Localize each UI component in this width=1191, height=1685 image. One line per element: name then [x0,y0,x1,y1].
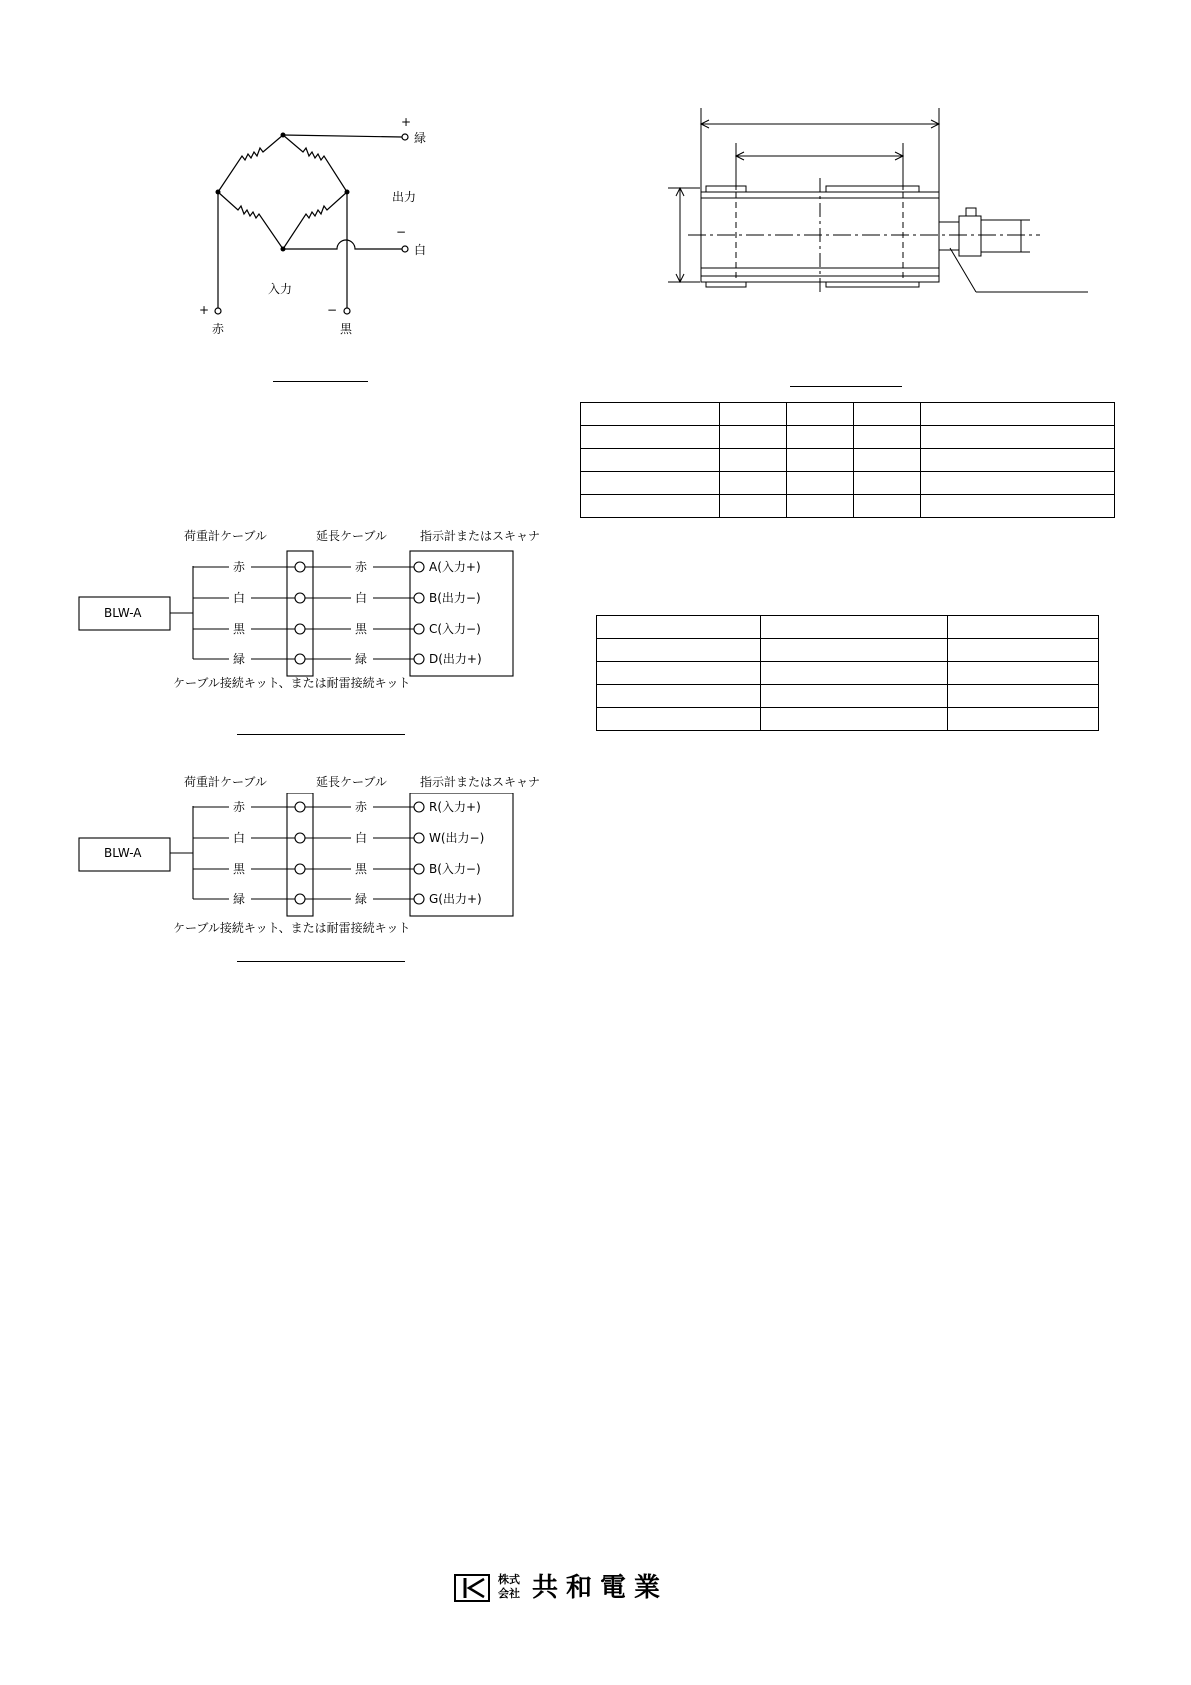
bridge-caption-underline [273,381,368,382]
bridge-plus-top: + [401,115,412,129]
indicator-terminal [414,894,424,904]
header-extension-cable: 延長ケーブル [316,775,387,789]
load-wire-label: 赤 [233,560,246,574]
company-kind-top: 株式 [498,1573,520,1586]
bridge-black-label: 黒 [340,322,353,336]
junction-terminal [295,802,305,812]
table-row [597,662,1099,685]
indicator-terminal [414,562,424,572]
kit-note: ケーブル接続キット、または耐雷接続キット [173,676,411,690]
header-indicator: 指示計またはスキャナ [420,529,541,543]
company-name: 共和電業 [532,1573,669,1603]
table-row [581,403,1115,426]
device-label: BLW-A [104,606,142,620]
junction-terminal [295,593,305,603]
ext-wire-label: 黒 [355,622,368,636]
load-wire-label: 緑 [233,892,246,906]
table-row [581,472,1115,495]
bridge-output-label: 出力 [392,190,417,204]
terminal-label: B(出力−) [429,591,481,605]
company-logo [454,1573,722,1603]
load-wire-label: 赤 [233,800,246,814]
bridge-green-label: 緑 [414,131,427,145]
table-row [581,495,1115,518]
load-wire-label: 緑 [233,652,246,666]
table-row [581,426,1115,449]
load-cell-svg [660,100,1100,300]
ext-wire-label: 赤 [355,560,368,574]
table-row [597,685,1099,708]
bridge-red-label: 赤 [212,322,225,336]
terminal-label: W(出力−) [429,831,485,845]
junction-terminal [295,562,305,572]
ext-wire-label: 緑 [355,892,368,906]
wiring-2-caption-underline [237,961,405,962]
bridge-plus-bottom: + [199,303,210,317]
junction-terminal [295,864,305,874]
terminal-label: R(入力+) [429,800,481,814]
wiring-1-caption-underline [237,734,405,735]
junction-terminal [295,654,305,664]
load-wire-label: 白 [233,831,246,845]
ext-wire-label: 白 [355,591,368,605]
junction-terminal [295,894,305,904]
ext-wire-label: 赤 [355,800,368,814]
bridge-minus-right: − [396,225,407,239]
table-row [597,616,1099,639]
table-row [597,708,1099,731]
drawing-caption-underline [790,386,902,387]
terminal-label: A(入力+) [429,560,481,574]
indicator-terminal [414,864,424,874]
header-indicator: 指示計またはスキャナ [420,775,541,789]
header-load-cable: 荷重計ケーブル [184,775,267,789]
header-load-cable: 荷重計ケーブル [184,529,267,543]
ext-wire-label: 黒 [355,862,368,876]
indicator-terminal [414,654,424,664]
indicator-terminal [414,624,424,634]
ext-wire-label: 緑 [355,652,368,666]
spec-table-2 [596,615,1099,731]
terminal-label: G(出力+) [429,892,482,906]
load-wire-label: 黒 [233,862,246,876]
terminal-label: B(入力−) [429,862,481,876]
company-kind-bottom: 会社 [498,1587,520,1600]
table-row [597,639,1099,662]
bridge-input-label: 入力 [268,282,293,296]
table-row [581,449,1115,472]
load-wire-label: 黒 [233,622,246,636]
ext-wire-label: 白 [355,831,368,845]
terminal-label: D(出力+) [429,652,482,666]
indicator-terminal [414,802,424,812]
terminal-label: C(入力−) [429,622,481,636]
indicator-terminal [414,833,424,843]
kit-note: ケーブル接続キット、または耐雷接続キット [173,921,411,935]
bridge-minus-bottom: − [327,303,338,317]
bridge-circuit-svg [180,110,440,330]
device-label: BLW-A [104,846,142,860]
company-mark-icon [454,1574,490,1602]
load-wire-label: 白 [233,591,246,605]
junction-terminal [295,624,305,634]
indicator-terminal [414,593,424,603]
spec-table-1 [580,402,1115,518]
bridge-white-label: 白 [414,243,427,257]
header-extension-cable: 延長ケーブル [316,529,387,543]
junction-terminal [295,833,305,843]
